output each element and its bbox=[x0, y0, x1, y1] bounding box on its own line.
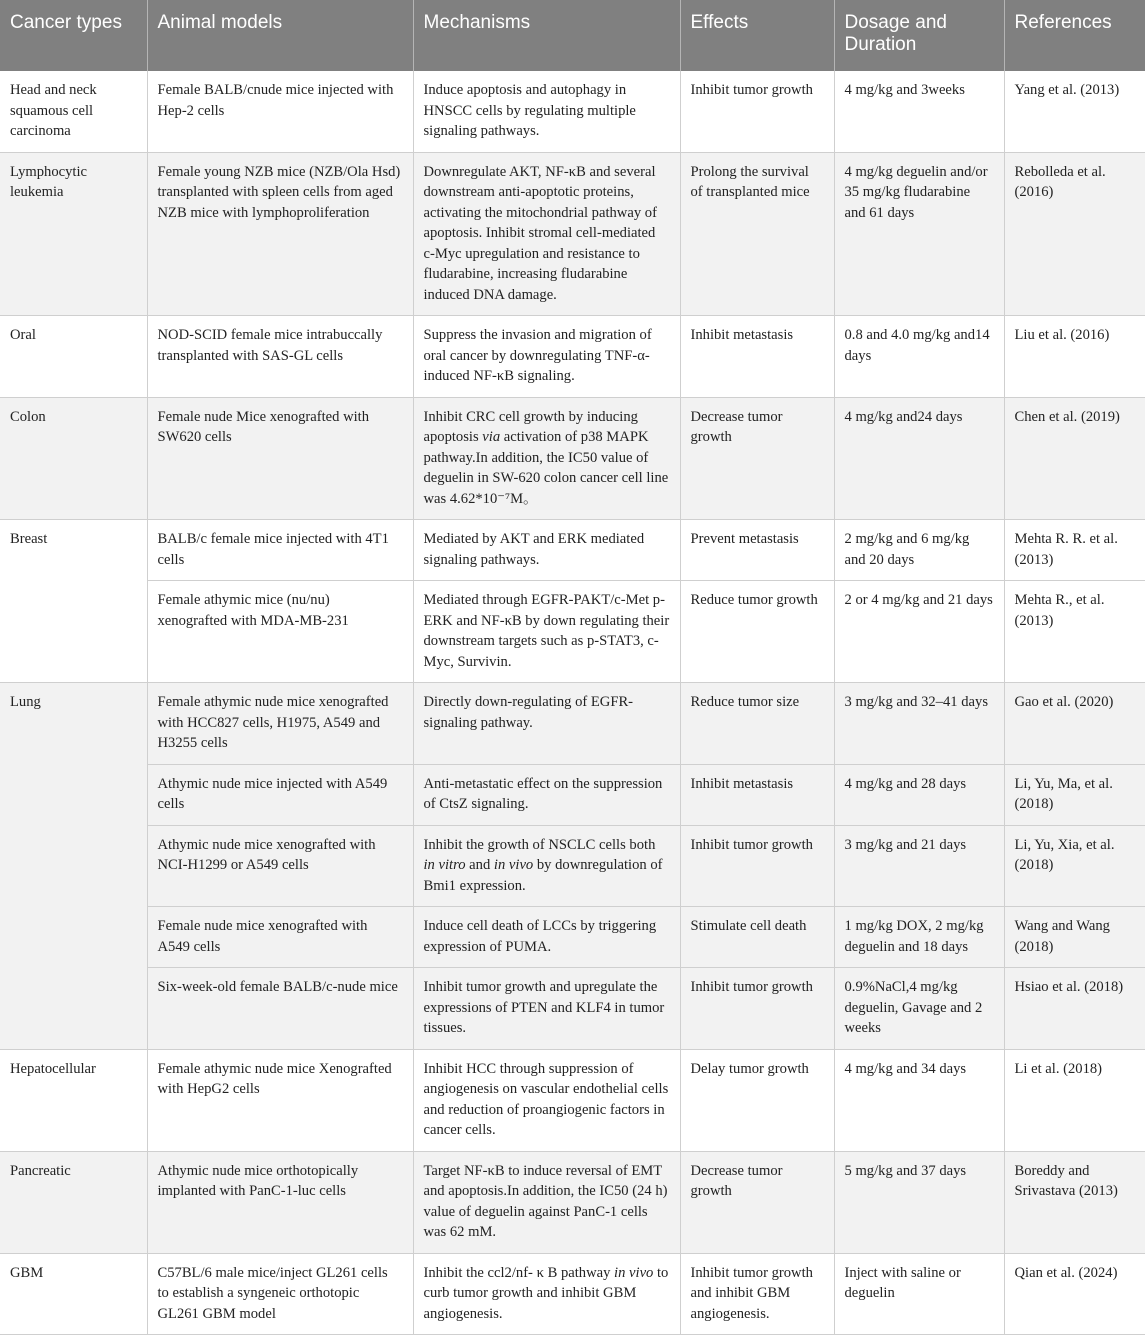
dosage-cell: 1 mg/kg DOX, 2 mg/kg deguelin and 18 days bbox=[834, 907, 1004, 968]
mechanism-cell: Suppress the invasion and migration of oral cancer by downregulating TNF-α-induced NF-κB signaling. bbox=[413, 316, 680, 398]
mechanism-cell: Mediated by AKT and ERK mediated signaling pathways. bbox=[413, 520, 680, 581]
reference-cell: Mehta R., et al. (2013) bbox=[1004, 581, 1145, 683]
header-cancer-types: Cancer types bbox=[0, 0, 147, 71]
animal-model-cell: Female athymic mice (nu/nu) xenografted with MDA-MB-231 bbox=[147, 581, 413, 683]
animal-model-cell: Female nude mice xenografted with A549 cells bbox=[147, 907, 413, 968]
table-row bbox=[0, 764, 1145, 825]
mechanism-text: activation of p38 MAPK pathway.In addition, the IC50 value of deguelin in SW-620 colon cancer cell line was 4.62*10⁻⁷M。 bbox=[423, 429, 669, 507]
cancer-type-cell: Hepatocellular bbox=[0, 1049, 147, 1151]
mechanism-italic-text: via bbox=[482, 429, 501, 445]
header-mechanisms: Mechanisms bbox=[413, 0, 680, 71]
header-dosage-duration: Dosage and Duration bbox=[834, 0, 1004, 71]
mechanism-text: to curb tumor growth and inhibit GBM angiogenesis. bbox=[423, 1264, 669, 1322]
cancer-type-cell: Pancreatic bbox=[0, 1151, 147, 1253]
mechanism-italic-text: in vivo bbox=[614, 1264, 654, 1281]
reference-cell: Rebolleda et al. (2016) bbox=[1004, 152, 1145, 316]
mechanism-italic-text: in vitro bbox=[423, 857, 466, 873]
reference-cell: Li, Yu, Ma, et al. (2018) bbox=[1004, 764, 1145, 825]
dosage-cell: 5 mg/kg and 37 days bbox=[834, 1151, 1004, 1253]
effect-cell: Decrease tumor growth bbox=[680, 1151, 834, 1253]
dosage-cell: 0.8 and 4.0 mg/kg and14 days bbox=[834, 316, 1004, 398]
mechanism-cell: Inhibit tumor growth and upregulate the expressions of PTEN and KLF4 in tumor tissues. bbox=[413, 968, 680, 1050]
dosage-cell: 3 mg/kg and 32–41 days bbox=[834, 683, 1004, 765]
mechanism-text: Inhibit CRC cell growth by inducing apoptosis bbox=[423, 408, 638, 445]
mechanism-cell: Downregulate AKT, NF-κB and several downstream anti-apoptotic proteins, activating the mitochondrial pathway of apoptosis. Inhibit stromal cell-mediated c-Myc upregulation and resistance to fludarabine, increasing fludarabine induced DNA damage. bbox=[413, 152, 680, 316]
reference-cell: Mehta R. R. et al. (2013) bbox=[1004, 520, 1145, 581]
table-row bbox=[0, 825, 1145, 907]
header-animal-models: Animal models bbox=[147, 0, 413, 71]
reference-cell: Boreddy and Srivastava (2013) bbox=[1004, 1151, 1145, 1253]
effect-cell: Inhibit tumor growth bbox=[680, 71, 834, 152]
mechanism-cell: Induce apoptosis and autophagy in HNSCC cells by regulating multiple signaling pathways. bbox=[413, 71, 680, 152]
animal-model-cell: NOD-SCID female mice intrabuccally transplanted with SAS-GL cells bbox=[147, 316, 413, 398]
reference-cell: Hsiao et al. (2018) bbox=[1004, 968, 1145, 1050]
dosage-cell: 2 mg/kg and 6 mg/kg and 20 days bbox=[834, 520, 1004, 581]
table-row bbox=[0, 1049, 1145, 1151]
effect-cell: Delay tumor growth bbox=[680, 1049, 834, 1151]
header-row bbox=[0, 0, 1145, 71]
mechanism-cell: Directly down-regulating of EGFR-signaling pathway. bbox=[413, 683, 680, 765]
cancer-type-cell: Lung bbox=[0, 683, 147, 1050]
table-row bbox=[0, 968, 1145, 1050]
mechanism-text: and bbox=[465, 857, 494, 873]
reference-cell: Yang et al. (2013) bbox=[1004, 71, 1145, 152]
header-references: References bbox=[1004, 0, 1145, 71]
reference-cell: Gao et al. (2020) bbox=[1004, 683, 1145, 765]
mechanism-text: Inhibit the ccl2/nf- κ B pathway bbox=[423, 1264, 615, 1281]
effect-cell: Stimulate cell death bbox=[680, 907, 834, 968]
animal-model-cell: Female athymic nude mice Xenografted with HepG2 cells bbox=[147, 1049, 413, 1151]
reference-cell: Wang and Wang (2018) bbox=[1004, 907, 1145, 968]
cancer-type-cell: Head and neck squamous cell carcinoma bbox=[0, 71, 147, 152]
animal-model-cell: Female athymic nude mice xenografted with HCC827 cells, H1975, A549 and H3255 cells bbox=[147, 683, 413, 765]
mechanism-italic-text: in vivo bbox=[493, 857, 534, 873]
mechanism-cell: Induce cell death of LCCs by triggering expression of PUMA. bbox=[413, 907, 680, 968]
effect-cell: Prevent metastasis bbox=[680, 520, 834, 581]
table-row bbox=[0, 397, 1145, 520]
table-row bbox=[0, 1151, 1145, 1253]
dosage-cell: 0.9%NaCl,4 mg/kg deguelin, Gavage and 2 weeks bbox=[834, 968, 1004, 1050]
mechanism-cell bbox=[413, 825, 680, 907]
animal-model-cell: C57BL/6 male mice/inject GL261 cells to establish a syngeneic orthotopic GL261 GBM model bbox=[147, 1253, 413, 1335]
mechanism-cell: Inhibit HCC through suppression of angiogenesis on vascular endothelial cells and reduction of proangiogenic factors in cancer cells. bbox=[413, 1049, 680, 1151]
animal-model-cell: Athymic nude mice xenografted with NCI-H1299 or A549 cells bbox=[147, 825, 413, 907]
reference-cell: Liu et al. (2016) bbox=[1004, 316, 1145, 398]
effect-cell: Inhibit tumor growth and inhibit GBM angiogenesis. bbox=[680, 1253, 834, 1335]
animal-model-cell: Athymic nude mice injected with A549 cells bbox=[147, 764, 413, 825]
cancer-type-cell: Oral bbox=[0, 316, 147, 398]
effect-cell: Reduce tumor growth bbox=[680, 581, 834, 683]
table-row bbox=[0, 907, 1145, 968]
animal-model-cell: Female young NZB mice (NZB/Ola Hsd) transplanted with spleen cells from aged NZB mice with lymphoproliferation bbox=[147, 152, 413, 316]
header-effects: Effects bbox=[680, 0, 834, 71]
effect-cell: Decrease tumor growth bbox=[680, 397, 834, 520]
dosage-cell: 4 mg/kg and 28 days bbox=[834, 764, 1004, 825]
animal-model-cell: Six-week-old female BALB/c-nude mice bbox=[147, 968, 413, 1050]
mechanism-cell: Mediated through EGFR-PAKT/c-Met p-ERK and NF-κB by down regulating their downstream targets such as p-STAT3, c-Myc, Survivin. bbox=[413, 581, 680, 683]
effect-cell: Inhibit metastasis bbox=[680, 764, 834, 825]
table-row bbox=[0, 581, 1145, 683]
cancer-type-cell: Lymphocytic leukemia bbox=[0, 152, 147, 316]
reference-cell: Li, Yu, Xia, et al. (2018) bbox=[1004, 825, 1145, 907]
animal-model-cell: BALB/c female mice injected with 4T1 cells bbox=[147, 520, 413, 581]
effect-cell: Inhibit tumor growth bbox=[680, 825, 834, 907]
table-row bbox=[0, 316, 1145, 398]
table-row bbox=[0, 683, 1145, 765]
animal-model-cell: Female BALB/cnude mice injected with Hep-2 cells bbox=[147, 71, 413, 152]
mechanism-cell: Target NF-κB to induce reversal of EMT and apoptosis.In addition, the IC50 (24 h) value of deguelin against PanC-1 cells was 62 mM. bbox=[413, 1151, 680, 1253]
dosage-cell: 4 mg/kg and24 days bbox=[834, 397, 1004, 520]
mechanism-cell: Anti-metastatic effect on the suppression of CtsZ signaling. bbox=[413, 764, 680, 825]
cancer-type-cell: Colon bbox=[0, 397, 147, 520]
reference-cell: Chen et al. (2019) bbox=[1004, 397, 1145, 520]
dosage-cell: 4 mg/kg and 34 days bbox=[834, 1049, 1004, 1151]
dosage-cell: Inject with saline or deguelin bbox=[834, 1253, 1004, 1335]
dosage-cell: 4 mg/kg and 3weeks bbox=[834, 71, 1004, 152]
effect-cell: Inhibit tumor growth bbox=[680, 968, 834, 1050]
table-row bbox=[0, 71, 1145, 152]
mechanism-text: by downregulation of Bmi1 expression. bbox=[423, 857, 663, 894]
cancer-type-cell: Breast bbox=[0, 520, 147, 683]
cancer-type-cell: GBM bbox=[0, 1253, 147, 1335]
mechanism-cell bbox=[413, 1253, 680, 1335]
effect-cell: Reduce tumor size bbox=[680, 683, 834, 765]
reference-cell: Qian et al. (2024) bbox=[1004, 1253, 1145, 1335]
effect-cell: Prolong the survival of transplanted mice bbox=[680, 152, 834, 316]
animal-model-cell: Female nude Mice xenografted with SW620 cells bbox=[147, 397, 413, 520]
dosage-cell: 4 mg/kg deguelin and/or 35 mg/kg fludarabine and 61 days bbox=[834, 152, 1004, 316]
dosage-cell: 3 mg/kg and 21 days bbox=[834, 825, 1004, 907]
animal-model-cell: Athymic nude mice orthotopically implanted with PanC-1-luc cells bbox=[147, 1151, 413, 1253]
table-row bbox=[0, 152, 1145, 316]
table-row bbox=[0, 520, 1145, 581]
mechanism-text: Inhibit the growth of NSCLC cells both bbox=[423, 836, 656, 853]
table-row bbox=[0, 1253, 1145, 1335]
reference-cell: Li et al. (2018) bbox=[1004, 1049, 1145, 1151]
effect-cell: Inhibit metastasis bbox=[680, 316, 834, 398]
mechanism-cell bbox=[413, 397, 680, 520]
dosage-cell: 2 or 4 mg/kg and 21 days bbox=[834, 581, 1004, 683]
